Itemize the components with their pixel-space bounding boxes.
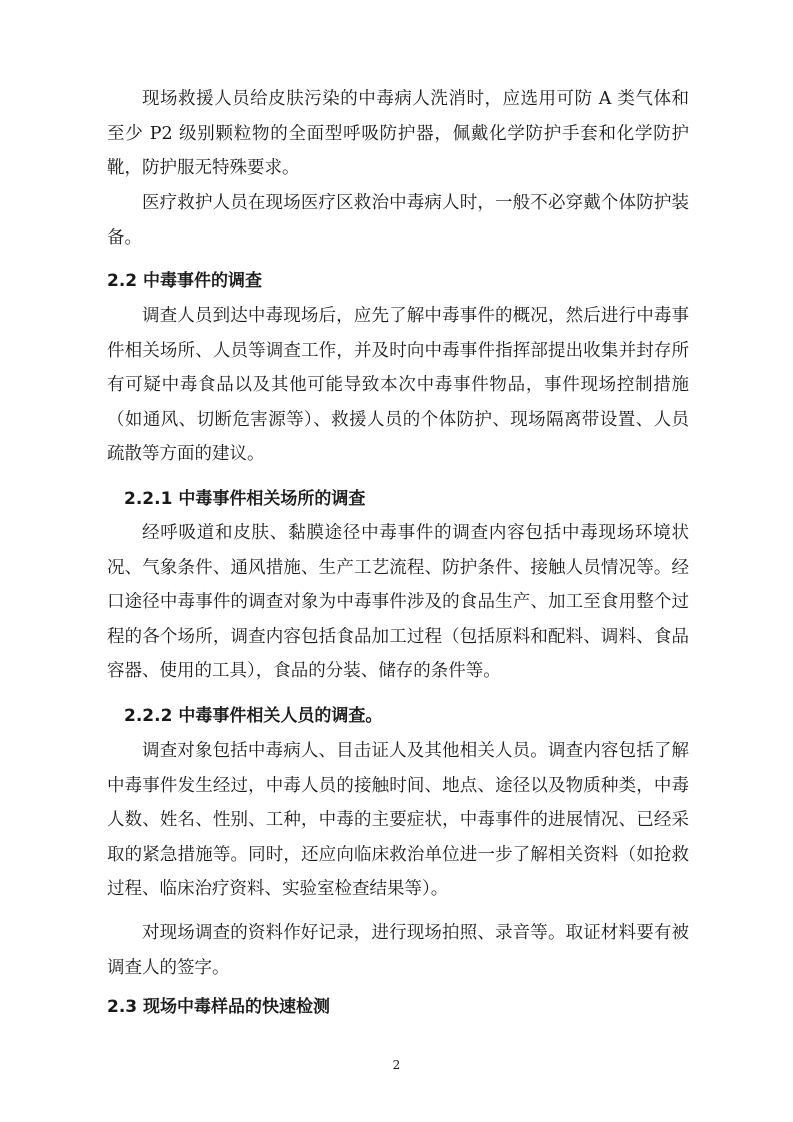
paragraph-investigation-overview: 调查人员到达中毒现场后，应先了解中毒事件的概况，然后进行中毒事件相关场所、人员等调查工作，并及时向中毒事件指挥部提出收集并封存所有可疑中毒食品以及其他可能导致本次中毒事件物品，事件现场控制措施（如通风、切断危害源等）、救援人员的个体防护、现场隔离带设置、人员疏散等方面的建议。 <box>107 306 689 465</box>
heading-2-2-2: 2.2.2 中毒事件相关人员的调查。 <box>124 706 383 726</box>
heading-2-2-1: 2.2.1 中毒事件相关场所的调查 <box>124 489 366 509</box>
paragraph-sites-investigation: 经呼吸道和皮肤、黏膜途径中毒事件的调查内容包括中毒现场环境状况、气象条件、通风措施、生产工艺流程、防护条件、接触人员情况等。经口途径中毒事件的调查对象为中毒事件涉及的食品生产、加工至食用整个过程的各个场所，调查内容包括食品加工过程（包括原料和配料、调料、食品容器、使用的工具），食品的分装、储存的条件等。 <box>107 523 689 682</box>
page-number: 2 <box>392 1058 401 1072</box>
heading-2-3: 2.3 现场中毒样品的快速检测 <box>107 997 331 1017</box>
paragraph-records: 对现场调查的资料作好记录，进行现场拍照、录音等。取证材料要有被调查人的签字。 <box>107 923 689 978</box>
paragraph-persons-investigation: 调查对象包括中毒病人、目击证人及其他相关人员。调查内容包括了解中毒事件发生经过，中毒人员的接触时间、地点、途径以及物质种类，中毒人数、姓名、性别、工种，中毒的主要症状，中毒事件的进展情况、已经采取的紧急措施等。同时，还应向临床救治单位进一步了解相关资料（如抢救过程、临床治疗资料、实验室检查结果等）。 <box>107 741 689 900</box>
heading-2-2: 2.2 中毒事件的调查 <box>107 271 263 291</box>
paragraph-protection-medical: 医疗救护人员在现场医疗区救治中毒病人时，一般不必穿戴个体防护装备。 <box>107 193 689 248</box>
paragraph-protection-rescuers: 现场救援人员给皮肤污染的中毒病人洗消时，应选用可防 A 类气体和至少 P2 级别颗粒物的全面型呼吸防护器，佩戴化学防护手套和化学防护靴，防护服无特殊要求。 <box>107 89 689 179</box>
